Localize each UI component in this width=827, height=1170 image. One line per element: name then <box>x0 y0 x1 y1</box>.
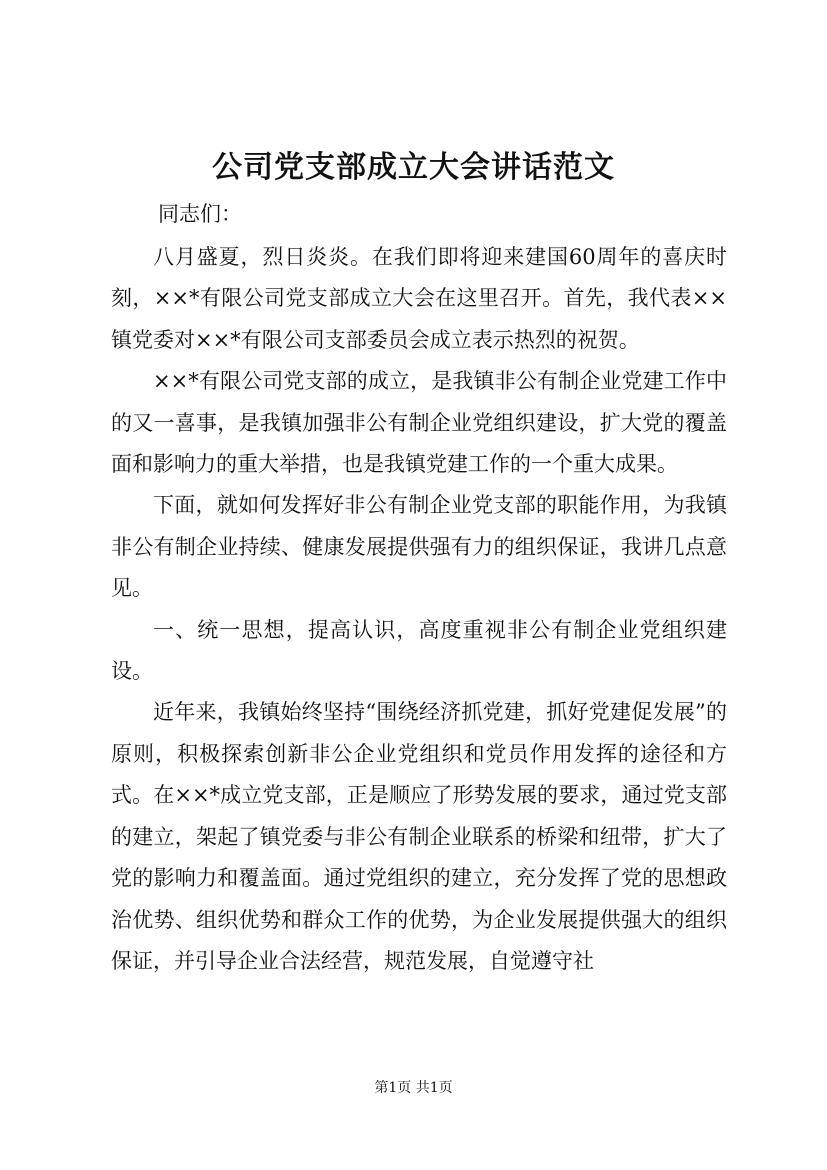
document-title: 公司党支部成立大会讲话范文 <box>212 150 615 185</box>
salutation: 同志们： <box>158 202 242 226</box>
paragraph: ××*有限公司党支部的成立，是我镇非公有制企业党建工作中的又一喜事，是我镇加强非公有制企业党组织建设，扩大党的覆盖面和影响力的重大举措，也是我镇党建工作的一个重大成果。 <box>111 369 727 477</box>
paragraph: 一、统一思想，提高认识，高度重视非公有制企业党组织建设。 <box>111 617 727 684</box>
page-footer: 第1页 共1页 <box>374 1080 453 1096</box>
paragraph: 八月盛夏，烈日炎炎。在我们即将迎来建国60周年的喜庆时刻，××*有限公司党支部成立大会在这里召开。首先，我代表××镇党委对××*有限公司支部委员会成立表示热烈的祝贺。 <box>111 245 727 352</box>
paragraph: 近年来，我镇始终坚持“围绕经济抓党建，抓好党建促发展”的原则，积极探索创新非公企业党组织和党员作用发挥的途径和方式。在××*成立党支部，正是顺应了形势发展的要求，通过党支部的建立，架起了镇党委与非公有制企业联系的桥梁和纽带，扩大了党的影响力和覆盖面。通过党组织的建立，充分发挥了党的思想政治优势、组织优势和群众工作的优势，为企业发展提供强大的组织保证，并引导企业合法经营，规范发展，自觉遵守社 <box>111 700 727 973</box>
paragraph: 下面，就如何发挥好非公有制企业党支部的职能作用，为我镇非公有制企业持续、健康发展提供强有力的组织保证，我讲几点意见。 <box>111 493 727 601</box>
document-body <box>111 237 727 982</box>
